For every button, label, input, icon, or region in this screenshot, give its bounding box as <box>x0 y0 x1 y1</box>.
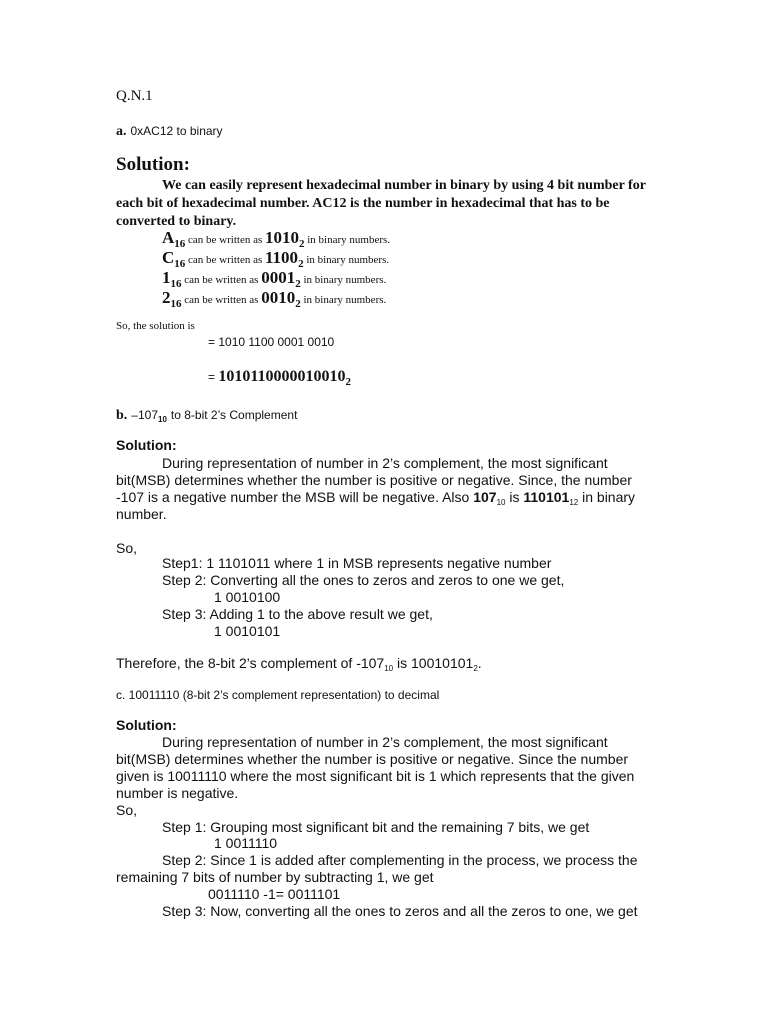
hex-base: 16 <box>174 237 186 250</box>
conclusion-text: Therefore, the 8-bit 2’s complement of -107 <box>116 655 385 671</box>
row-mid-text: can be written as <box>184 274 259 286</box>
step-3: Step 3: Adding 1 to the above result we get, <box>162 606 433 622</box>
row-mid-text: can be written as <box>188 234 263 246</box>
conclusion-base: 10 <box>384 663 394 673</box>
solution-intro: So, the solution is <box>116 320 195 332</box>
conclusion-end: . <box>477 655 482 671</box>
binary-final-value: 1010110000010010 <box>218 368 346 385</box>
part-b-number-base: 10 <box>158 414 167 424</box>
step-2: Step 2: Converting all the ones to zeros and zeros to one we get, <box>162 572 565 588</box>
binary-grouped-result: = 1010 1100 0001 0010 <box>208 335 335 349</box>
row-tail-text: in binary numbers. <box>307 234 391 246</box>
binary-base: 2 <box>295 297 301 310</box>
step-3-value: 1 0010101 <box>214 623 281 639</box>
step-2-value: 1 0010100 <box>214 589 281 605</box>
conversion-row <box>162 248 389 268</box>
hex-base: 16 <box>170 297 182 310</box>
part-b-solution-heading: Solution: <box>116 437 177 453</box>
conclusion-result: is 10010101 <box>397 655 474 671</box>
hex-digit: 1 <box>162 268 171 287</box>
conversion-row <box>162 268 386 288</box>
binary-value: 1010 <box>265 228 299 247</box>
so-label: So, <box>116 540 138 556</box>
paragraph-end: in binary number. <box>116 489 636 522</box>
part-b-paragraph-text: During representation of number in 2’s complement, the most significant bit(MSB) determines whether the number is positive or negative. Since, the number -107 is a negative number the MSB will be negative. Also <box>116 455 632 505</box>
binary-value: 1100 <box>265 248 299 267</box>
part-b-paragraph <box>116 455 656 523</box>
binary-final-base: 2 <box>345 375 351 388</box>
part-b-letter: b. <box>116 408 128 423</box>
part-a-solution-heading: Solution: <box>116 154 190 175</box>
conversion-row <box>162 228 390 248</box>
step-1-value: 1 0011110 <box>214 835 278 851</box>
part-c-heading: c. 10011110 (8-bit 2’s complement representation) to decimal <box>116 688 440 702</box>
binary-value: 0001 <box>261 268 296 287</box>
step-3: Step 3: Now, converting all the ones to zeros and all the zeros to one, we get <box>162 903 638 919</box>
step-2: Step 2: Since 1 is added after complementing in the process, we process the remaining 7 bits of number by subtracting 1, we get <box>116 852 638 885</box>
equals-sign: = <box>208 370 219 384</box>
row-tail-text: in binary numbers. <box>306 254 390 266</box>
binary-number: 110101 <box>523 489 570 505</box>
so-label: So, <box>116 802 138 818</box>
is-text: is <box>509 489 520 505</box>
part-b-conclusion <box>116 655 482 671</box>
part-a-paragraph: We can easily represent hexadecimal number in binary by using 4 bit number for each bit of hexadecimal number. AC12 is the number in hexadecimal that has to be converted to binary. <box>116 178 646 229</box>
binary-final-result <box>208 368 351 386</box>
part-a-title: 0xAC12 to binary <box>130 124 223 138</box>
part-c-solution-heading: Solution: <box>116 717 177 733</box>
part-b-number: –107 <box>131 408 158 422</box>
step-2-value: 0011110 -1= 0011101 <box>208 886 341 902</box>
conclusion-result-base: 2 <box>473 663 478 673</box>
part-c-paragraph: During representation of number in 2’s complement, the most significant bit(MSB) determines whether the number is positive or negative. Since the number given is 10011110 where the most significant bit is 1 which represents that the given number is negative. <box>116 734 635 801</box>
hex-base: 16 <box>174 257 186 270</box>
decimal-base: 10 <box>496 497 506 507</box>
row-mid-text: can be written as <box>184 294 259 306</box>
conversion-row <box>162 288 386 308</box>
binary-base: 2 <box>299 237 305 250</box>
question-number: Q.N.1 <box>116 88 153 104</box>
row-tail-text: in binary numbers. <box>303 294 387 306</box>
row-mid-text: can be written as <box>188 254 263 266</box>
binary-value: 0010 <box>261 288 296 307</box>
row-tail-text: in binary numbers. <box>303 274 387 286</box>
hex-digit: A <box>162 228 175 247</box>
binary-base: 2 <box>298 257 304 270</box>
part-a-heading <box>116 122 223 140</box>
binary-base: 2 <box>295 277 301 290</box>
step-1: Step 1: Grouping most significant bit and the remaining 7 bits, we get <box>162 819 590 835</box>
part-a-letter: a. <box>116 124 127 139</box>
part-b-title: to 8-bit 2’s Complement <box>170 408 298 422</box>
binary-number-base: 12 <box>569 497 579 507</box>
decimal-number: 107 <box>473 489 497 505</box>
hex-base: 16 <box>170 277 182 290</box>
hex-digit: 2 <box>162 288 171 307</box>
part-b-heading <box>116 406 297 424</box>
hex-digit: C <box>162 248 175 267</box>
step-1: Step1: 1 1101011 where 1 in MSB represents negative number <box>162 555 552 571</box>
